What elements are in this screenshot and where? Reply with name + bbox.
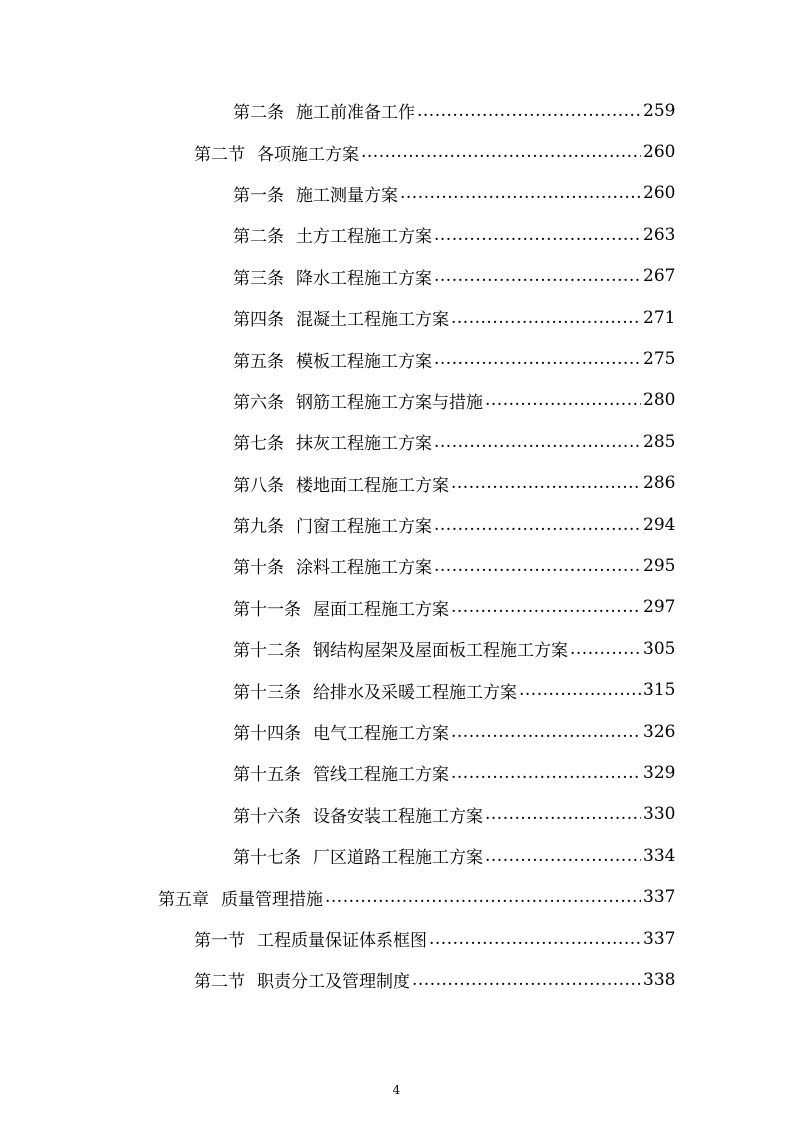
toc-entry-label: 第十三条: [233, 682, 301, 703]
dot-leader: [429, 929, 641, 949]
toc-entry-page: 334: [643, 845, 676, 866]
dot-leader: [451, 722, 641, 742]
toc-entry[interactable]: [0, 876, 676, 917]
toc-entry[interactable]: [0, 463, 676, 504]
dot-leader: [451, 597, 641, 617]
toc-entry-label: 第七条: [233, 434, 284, 455]
toc-entry-page: 329: [643, 762, 676, 783]
toc-entry[interactable]: [0, 794, 676, 835]
toc-entry-title: 土方工程施工方案: [296, 227, 432, 248]
dot-leader: [361, 142, 641, 162]
toc-entry-title: 屋面工程施工方案: [313, 599, 449, 620]
dot-leader: [434, 225, 641, 245]
toc-entry-label: 第五章: [158, 889, 209, 910]
toc-entry-title: 质量管理措施: [221, 889, 323, 910]
toc-entry-page: 337: [643, 928, 676, 949]
toc-entry-page: 259: [643, 100, 676, 121]
toc-entry-page: 285: [643, 431, 676, 452]
toc-entry-title: 管线工程施工方案: [313, 765, 449, 786]
toc-entry[interactable]: [0, 959, 676, 1000]
dot-leader: [485, 804, 641, 824]
toc-entry-label: 第四条: [233, 310, 284, 331]
toc-entry-page: 280: [643, 390, 676, 411]
toc-entry-label: 第八条: [233, 475, 284, 496]
dot-leader: [519, 680, 641, 700]
toc-entry-page: 260: [643, 183, 676, 204]
toc-entry-title: 模板工程施工方案: [296, 351, 432, 372]
dot-leader: [417, 101, 641, 121]
toc-entry-page: 294: [643, 514, 676, 535]
toc-entry-title: 给排水及采暖工程施工方案: [313, 682, 517, 703]
toc-entry-label: 第三条: [233, 268, 284, 289]
dot-leader: [434, 349, 641, 369]
dot-leader: [434, 432, 641, 452]
toc-entry[interactable]: [0, 835, 676, 876]
dot-leader: [434, 266, 641, 286]
toc-entry[interactable]: [0, 173, 676, 214]
toc-entry-label: 第十四条: [233, 724, 301, 745]
toc-entry-label: 第十一条: [233, 599, 301, 620]
toc-entry-label: 第二节: [194, 972, 245, 993]
toc-entry-page: 297: [643, 597, 676, 618]
toc-entry-page: 271: [643, 307, 676, 328]
dot-leader: [451, 308, 641, 328]
toc-entry-label: 第十条: [233, 558, 284, 579]
toc-entry-label: 第二条: [233, 227, 284, 248]
page-number: 4: [392, 1083, 401, 1097]
toc-entry-title: 门窗工程施工方案: [296, 517, 432, 538]
toc-entry-title: 工程质量保证体系框图: [257, 931, 427, 951]
toc-entry-title: 涂料工程施工方案: [296, 558, 432, 579]
dot-leader: [412, 970, 641, 990]
toc-entry-label: 第二条: [233, 103, 284, 124]
toc-entry[interactable]: [0, 338, 676, 379]
toc-entry-label: 第十七条: [233, 848, 301, 869]
toc-entry-title: 施工测量方案: [296, 185, 398, 206]
toc-entry[interactable]: [0, 297, 676, 338]
toc-entry-title: 楼地面工程施工方案: [296, 475, 449, 496]
toc-entry[interactable]: [0, 214, 676, 255]
toc-entry-title: 混凝土工程施工方案: [296, 310, 449, 331]
dot-leader: [485, 846, 641, 866]
toc-entry[interactable]: [0, 256, 676, 297]
dot-leader: [434, 556, 641, 576]
toc-entry-page: 337: [643, 887, 676, 908]
toc-entry-title: 施工前准备工作: [296, 103, 415, 124]
toc-entry-label: 第十二条: [233, 641, 301, 662]
toc-entry-page: 260: [643, 142, 676, 163]
toc-entry-label: 第一节: [194, 931, 245, 951]
toc-entry-page: 263: [643, 224, 676, 245]
dot-leader: [451, 763, 641, 783]
toc-entry-page: 315: [643, 680, 676, 701]
toc-entry[interactable]: [0, 131, 676, 172]
toc-entry-title: 设备安装工程施工方案: [313, 806, 483, 827]
toc-entry-title: 各项施工方案: [257, 144, 359, 165]
toc-entry-page: 326: [643, 721, 676, 742]
toc-entry[interactable]: [0, 669, 676, 710]
toc-entry-page: 305: [643, 638, 676, 659]
toc-entry[interactable]: [0, 752, 676, 793]
toc-entry-title: 钢结构屋架及屋面板工程施工方案: [313, 641, 568, 662]
toc-entry-label: 第九条: [233, 517, 284, 538]
toc-entry[interactable]: [0, 504, 676, 545]
toc-entry-page: 267: [643, 266, 676, 287]
table-of-contents: [0, 90, 793, 1001]
dot-leader: [451, 473, 641, 493]
dot-leader: [434, 515, 641, 535]
dot-leader: [485, 390, 641, 410]
toc-entry-label: 第六条: [233, 392, 284, 413]
toc-entry-title: 钢筋工程施工方案与措施: [296, 392, 483, 413]
toc-entry[interactable]: [0, 90, 676, 131]
toc-entry-page: 330: [643, 804, 676, 825]
toc-entry-page: 275: [643, 349, 676, 370]
toc-entry[interactable]: [0, 918, 676, 959]
toc-entry[interactable]: [0, 628, 676, 669]
toc-entry[interactable]: [0, 587, 676, 628]
toc-entry[interactable]: [0, 711, 676, 752]
toc-entry-label: 第一条: [233, 185, 284, 206]
toc-entry-page: 286: [643, 473, 676, 494]
dot-leader: [400, 183, 641, 203]
toc-entry-label: 第二节: [194, 144, 245, 165]
dot-leader: [570, 639, 641, 659]
dot-leader: [325, 887, 641, 907]
toc-entry[interactable]: [0, 380, 676, 421]
toc-entry-title: 降水工程施工方案: [296, 268, 432, 289]
toc-entry-title: 电气工程施工方案: [313, 724, 449, 745]
toc-entry-label: 第十五条: [233, 765, 301, 786]
toc-entry-title: 抹灰工程施工方案: [296, 434, 432, 455]
toc-entry-page: 295: [643, 555, 676, 576]
toc-entry[interactable]: [0, 545, 676, 586]
toc-entry-title: 职责分工及管理制度: [257, 972, 410, 993]
toc-entry-label: 第十六条: [233, 806, 301, 827]
toc-entry-label: 第五条: [233, 351, 284, 372]
toc-entry-title: 厂区道路工程施工方案: [313, 848, 483, 869]
toc-entry-page: 338: [643, 969, 676, 990]
toc-entry[interactable]: [0, 421, 676, 462]
